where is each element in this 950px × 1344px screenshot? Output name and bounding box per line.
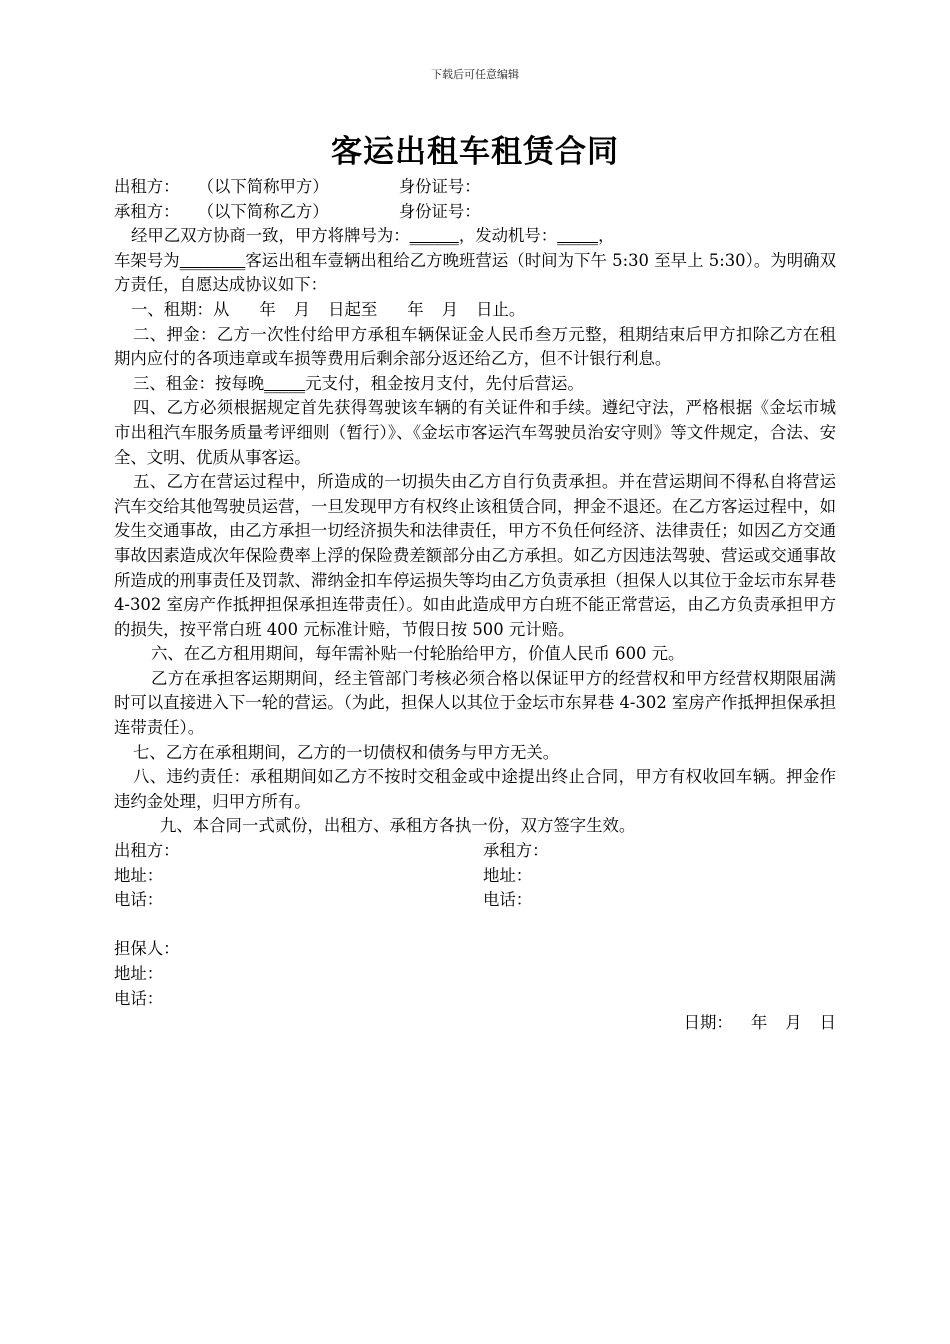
clause-4: 四、乙方必须根据规定首先获得驾驶该车辆的有关证件和手续。遵纪守法，严格根据《金坛市城市出租汽车服务质量考评细则（暂行）》、《金坛市客运汽车驾驶员治安守则》等文件规定，合法、安全、文明、优质从事客运。: [114, 398, 836, 467]
lessor-address-label: 地址：: [114, 865, 164, 885]
clause-7: 七、乙方在承租期间，乙方的一切债权和债务与甲方无关。: [133, 742, 560, 762]
clause-1-text: 一、租期：从: [131, 299, 230, 319]
lessee-address-label: 地址：: [483, 865, 533, 885]
page-header: 下载后可任意编辑: [431, 68, 519, 81]
date-line: [114, 1011, 836, 1036]
lessee-id-label: 身份证号：: [398, 201, 481, 221]
lessor-phone-label: 电话：: [114, 890, 164, 910]
clause-1-day-from: 日起至: [328, 299, 378, 319]
plate-number-blank: ______: [409, 226, 459, 246]
intro-text-3: ，: [598, 226, 615, 246]
clause-2: 二、押金：乙方一次性付给甲方承租车辆保证金人民币叁万元整，租期结束后甲方扣除乙方在租期内应付的各项违章或车损等费用后剩余部分返还给乙方，但不计银行利息。: [114, 324, 836, 369]
date-year: 年: [750, 1013, 768, 1033]
lessee-phone-label: 电话：: [483, 890, 533, 910]
clause-6: 六、在乙方租用期间，每年需补贴一付轮胎给甲方，价值人民币 600 元。: [151, 644, 685, 664]
engine-number-blank: _____: [557, 226, 599, 246]
clause-1-year-2: 年: [407, 299, 424, 319]
lessor-signature-label: 出租方：: [114, 841, 180, 861]
lessor-label: 出租方：: [114, 177, 180, 196]
lessor-id-label: 身份证号：: [398, 177, 481, 196]
rent-amount-blank: _____: [264, 373, 306, 393]
intro-text-1: 经甲乙双方协商一致，甲方将牌号为：: [131, 226, 410, 246]
date-day: 日: [819, 1013, 836, 1033]
clause-1: [114, 298, 836, 323]
clause-3-text-2: 元支付，租金按月支付，先付后营运。: [305, 373, 584, 393]
clause-1-day-to: 日止。: [476, 299, 526, 319]
clause-6-supplement: 乙方在承担客运期期间，经主管部门考核必须合格以保证甲方的经营权和甲方经营权期限届满时可以直接进入下一轮的营运。（为此，担保人以其位于金坛市东昇巷 4-302 室房产作抵押担保承担连带责任）。: [114, 668, 836, 738]
contract-body: [114, 175, 836, 1036]
lessee-signature-label: 承租方：: [483, 841, 549, 861]
clause-3: [114, 372, 836, 397]
date-label: 日期：: [683, 1013, 733, 1033]
intro-text-4: 车架号为: [114, 250, 180, 270]
clause-8: 八、违约责任：承租期间如乙方不按时交租金或中途提出终止合同，甲方有权收回车辆。押金作违约金处理，归甲方所有。: [114, 767, 836, 811]
guarantor-address-label: 地址：: [114, 964, 164, 983]
lessee-line: [114, 200, 836, 225]
lessor-note: （以下简称甲方）: [197, 177, 329, 196]
guarantor-phone-label: 电话：: [114, 988, 164, 1008]
document-title: 客运出租车租赁合同: [331, 134, 619, 170]
lessee-label: 承租方：: [114, 201, 180, 221]
intro-text-2: ，发动机号：: [458, 226, 558, 246]
clause-5: 五、乙方在营运过程中，所造成的一切损失由乙方自行负责承担。并在营运期间不得私自将营运汽车交给其他驾驶员运营，一旦发现甲方有权终止该租赁合同，押金不退还。在乙方客运过程中，如发生交通事故，由乙方承担一切经济损失和法律责任，甲方不负任何经济、法律责任；如因乙方交通事故因素造成次年保险费率上浮的保险费差额部分由乙方承担。如乙方因违法驾驶、营运或交通事故所造成的刑事责任及罚款、滞纳金扣车停运损失等均由乙方负责承担（担保人以其位于金坛市东昇巷 4-302 室房产作抵押担保承担连带责任）。如由此造成甲方白班不能正常营运，由乙方负责承担甲方的损失，按平常白班 400 元标准计赔，节假日按 500 元计赔。: [114, 472, 836, 639]
signature-row-phone: [114, 888, 836, 913]
clause-9: 九、本合同一式贰份，出租方、承租方各执一份，双方签字生效。: [160, 816, 636, 836]
clause-3-text-1: 三、租金：按每晚: [133, 373, 265, 393]
guarantor-label: 担保人：: [114, 939, 180, 959]
date-month: 月: [785, 1013, 802, 1033]
lessee-note: （以下简称乙方）: [197, 201, 329, 221]
clause-1-year: 年: [259, 299, 276, 319]
intro-text-5: 客运出租车壹辆出租给乙方晚班营运（时间为下午 5:30 至早上 5:30）。为明确双方责任，自愿达成协议如下：: [114, 250, 837, 295]
signature-row-party: [114, 839, 836, 864]
clause-1-month-2: 月: [441, 299, 459, 319]
lessor-line: [114, 175, 836, 200]
intro-paragraph: [114, 224, 836, 298]
frame-number-blank: ________: [179, 250, 246, 270]
clause-1-month: 月: [293, 299, 311, 319]
signature-row-address: [114, 864, 836, 889]
